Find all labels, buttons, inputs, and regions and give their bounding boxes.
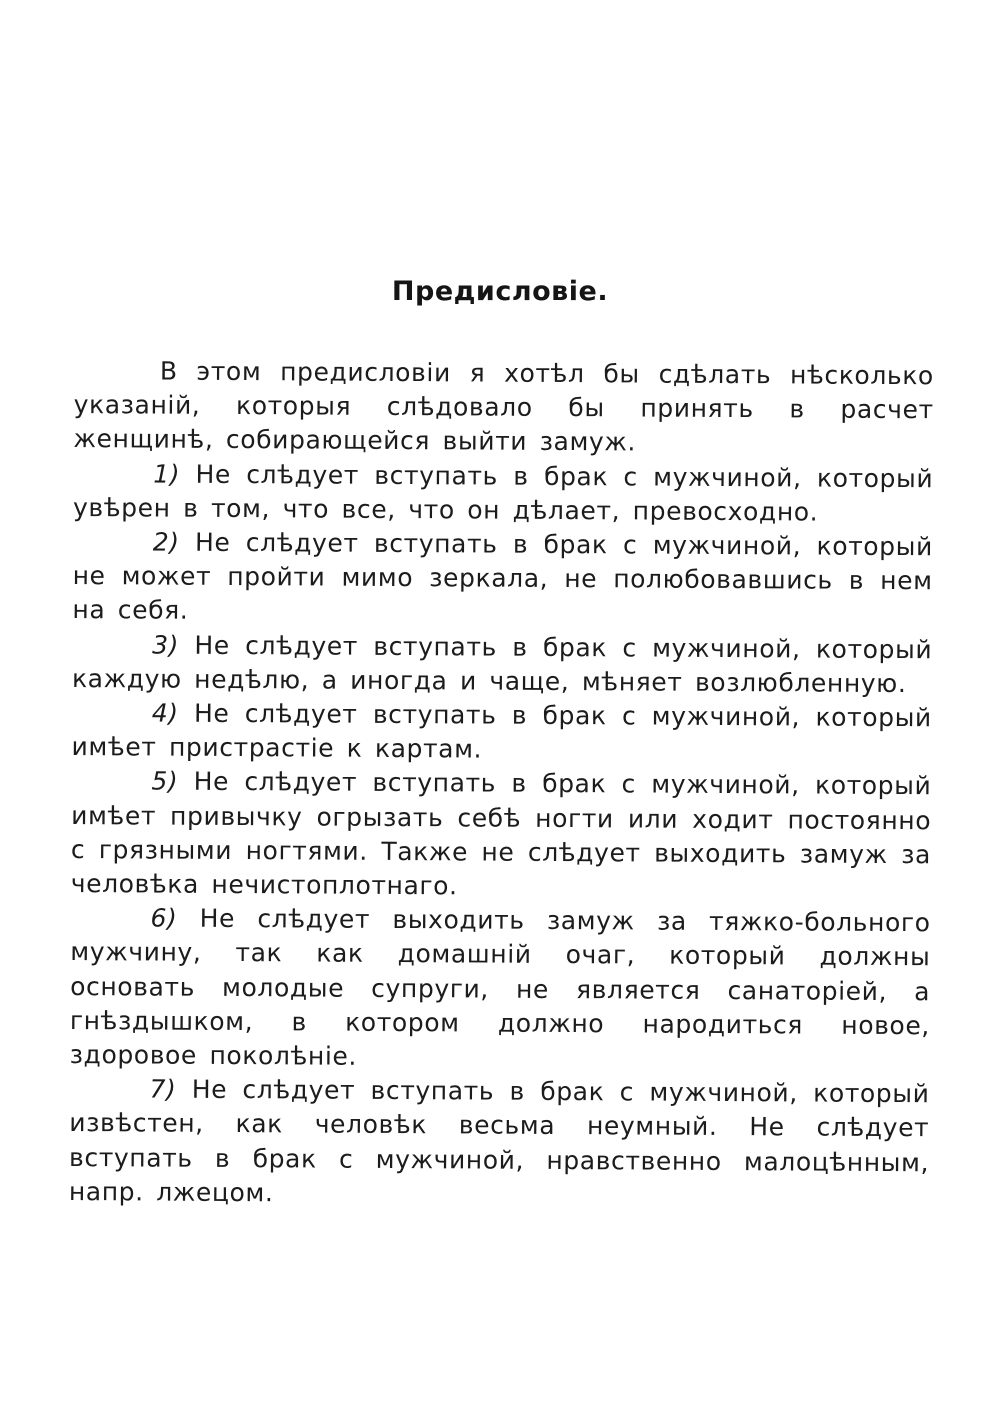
- list-item: [71, 764, 932, 906]
- item-text: Не слѣдует вступать в брак с мужчиной, который увѣрен в том, что все, что он дѣлает, превосходно.: [72, 459, 934, 527]
- list-item: [72, 628, 932, 702]
- list-item: [71, 696, 931, 770]
- item-text: Не слѣдует вступать в брак с мужчиной, который не может пройти мимо зеркала, не полюбовавшись в нем на себя.: [72, 527, 933, 626]
- page-title: Предисловіе.: [391, 276, 609, 307]
- item-number: 7): [149, 1074, 177, 1104]
- item-text: Не слѣдует вступать в брак с мужчиной, который имѣет привычку огрызать себѣ ногти или ходит постоянно с грязными ногтями. Также не слѣдует выходить замуж за человѣка нечистоплотнаго.: [70, 767, 932, 901]
- item-number: 4): [151, 698, 179, 728]
- item-number: 5): [151, 766, 179, 797]
- item-text: Не слѣдует вступать в брак с мужчиной, который имѣет пристрастіе к картам.: [71, 698, 932, 764]
- list-item: [69, 1072, 930, 1214]
- item-text: Не слѣдует вступать в брак с мужчиной, который извѣстен, как человѣк весьма неумный. Не слѣдует вступать в брак с мужчиной, нравственно малоцѣнным, напр. лжецом.: [68, 1074, 930, 1208]
- list-item: [70, 901, 931, 1077]
- list-item: [73, 457, 933, 531]
- item-text: Не слѣдует вступать в брак с мужчиной, который каждую недѣлю, а иногда и чаще, мѣняет возлюбленную.: [71, 630, 933, 698]
- preface-body: [69, 354, 934, 1214]
- item-number: 1): [153, 459, 181, 489]
- item-number: 2): [152, 527, 180, 557]
- item-number: 6): [150, 903, 178, 933]
- list-item: [72, 525, 933, 633]
- item-number: 3): [152, 630, 180, 660]
- item-text: Не слѣдует выходить замуж за тяжко-больного мужчину, так как домашній очаг, который должны основать молодые супруги, не является санаторіей, а гнѣздышком, в котором должно народиться новое, здоровое поколѣніе.: [69, 904, 931, 1071]
- intro-paragraph: В этом предисловіи я хотѣл бы сдѣлать нѣсколько указаній, которыя слѣдовало бы принять в расчет женщинѣ, собирающейся выйти замуж.: [73, 356, 934, 457]
